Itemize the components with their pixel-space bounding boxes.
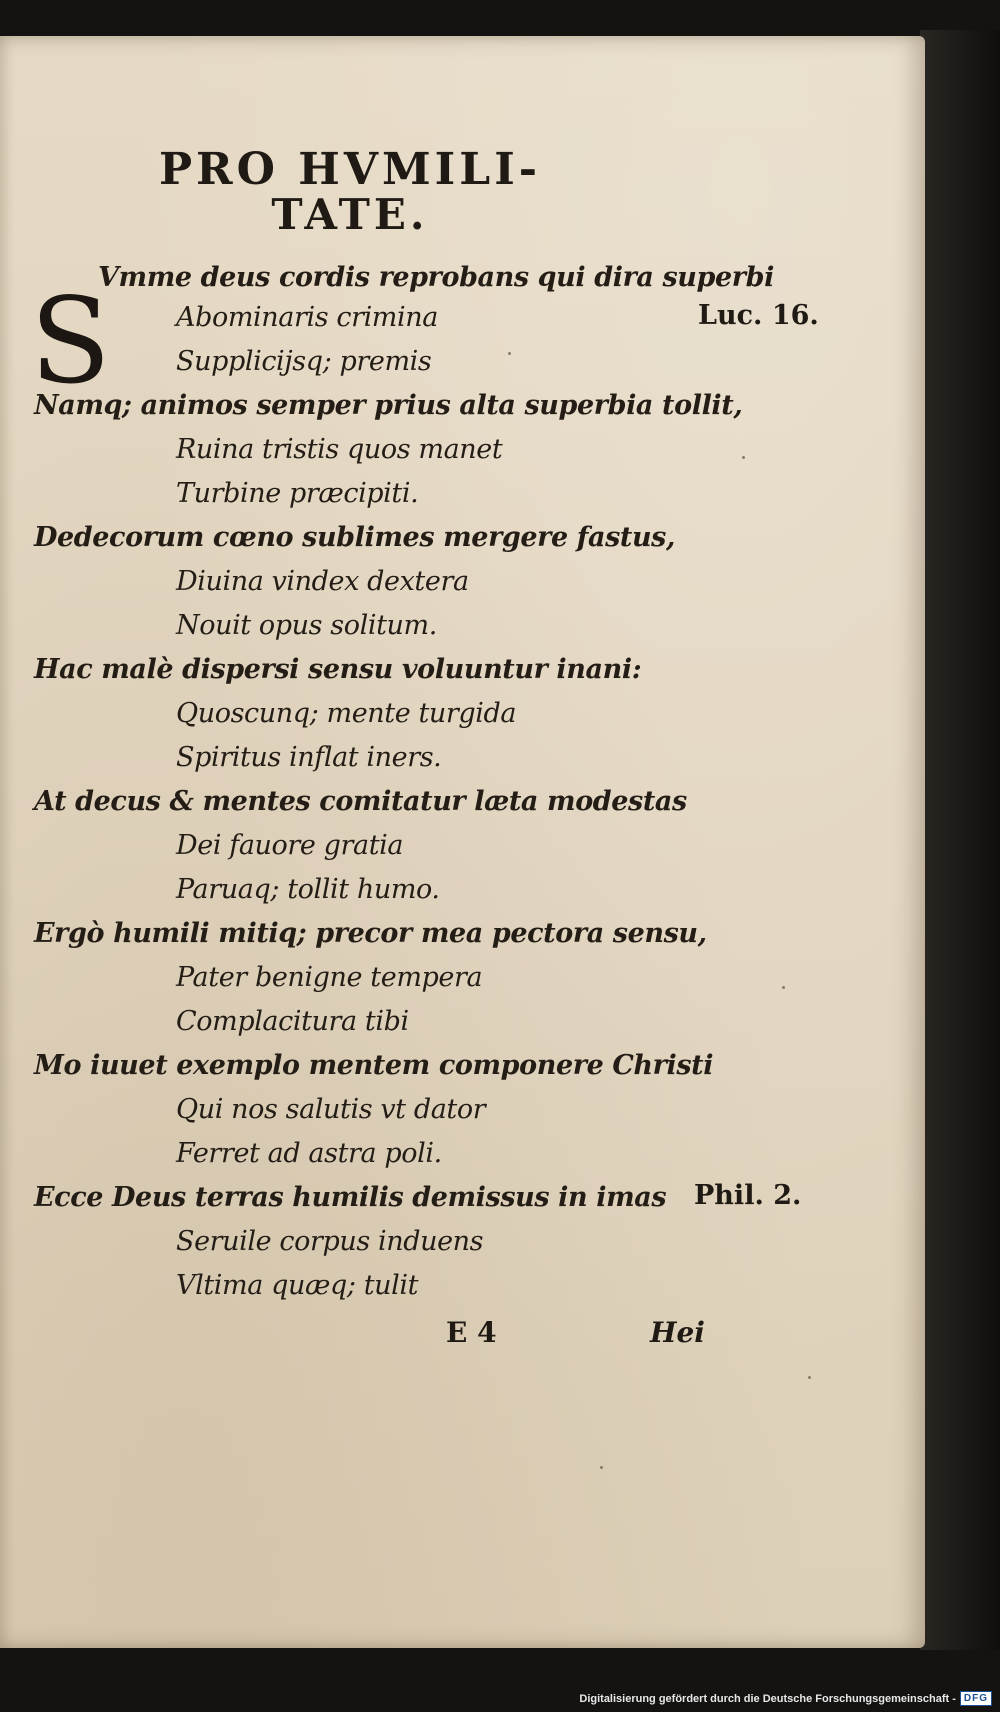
verse-line-7: Dedecorum cœno sublimes mergere fastus, (34, 522, 675, 553)
verse-line-6: Turbine præcipiti. (176, 478, 419, 509)
verse-line-5: Ruina tristis quos manet (176, 434, 503, 465)
verse-line-9: Nouit opus solitum. (176, 610, 437, 641)
verse-line-1: Vmme deus cordis reprobans qui dira superbi (98, 262, 774, 293)
paper-speck (508, 352, 511, 355)
verse-line-13: At decus & mentes comitatur læta modestas (34, 786, 687, 817)
verse-line-3: Supplicijsq; premis (176, 346, 432, 377)
verse-line-12: Spiritus inflat iners. (176, 742, 442, 773)
margin-note-luke: Luc. 16. (698, 300, 819, 331)
hymn-title-line-1: PRO HVMILI- (158, 144, 542, 195)
paper-speck (808, 1376, 811, 1379)
verse-line-20: Qui nos salutis vt dator (176, 1094, 486, 1125)
paper-speck (600, 1466, 603, 1469)
verse-line-10: Hac malè dispersi sensu voluuntur inani: (34, 654, 642, 685)
paper-speck (742, 456, 745, 459)
verse-line-15: Paruaq; tollit humo. (176, 874, 440, 905)
book-page (0, 36, 925, 1648)
verse-line-2: Abominaris crimina (176, 302, 438, 333)
verse-line-8: Diuina vindex dextera (176, 566, 469, 597)
credit-text: Digitalisierung gefördert durch die Deutsche Forschungsgemeinschaft - (579, 1692, 956, 1705)
verse-line-4: Namq; animos semper prius alta superbia tollit, (34, 390, 743, 421)
book-binding (920, 30, 1000, 1650)
verse-line-23: Seruile corpus induens (176, 1226, 484, 1257)
dfg-logo: DFG (960, 1691, 992, 1706)
verse-line-21: Ferret ad astra poli. (176, 1138, 442, 1169)
verse-line-22: Ecce Deus terras humilis demissus in imas (34, 1182, 667, 1213)
hymn-title-line-2: TATE. (271, 190, 429, 239)
margin-note-philippians: Phil. 2. (694, 1180, 802, 1211)
verse-line-19: Mo iuuet exemplo mentem componere Christi (34, 1050, 714, 1081)
verse-line-24: Vltima quæq; tulit (176, 1270, 419, 1301)
verse-line-16: Ergò humili mitiq; precor mea pectora sensu, (34, 918, 707, 949)
verse-line-18: Complacitura tibi (176, 1006, 409, 1037)
catchword: Hei (650, 1316, 705, 1349)
verse-line-17: Pater benigne tempera (176, 962, 483, 993)
signature-mark: E 4 (446, 1316, 497, 1349)
digitization-credit (579, 1691, 992, 1706)
drop-cap-initial: S (30, 272, 111, 410)
paper-speck (782, 986, 785, 989)
verse-line-14: Dei fauore gratia (176, 830, 404, 861)
verse-line-11: Quoscunq; mente turgida (176, 698, 517, 729)
